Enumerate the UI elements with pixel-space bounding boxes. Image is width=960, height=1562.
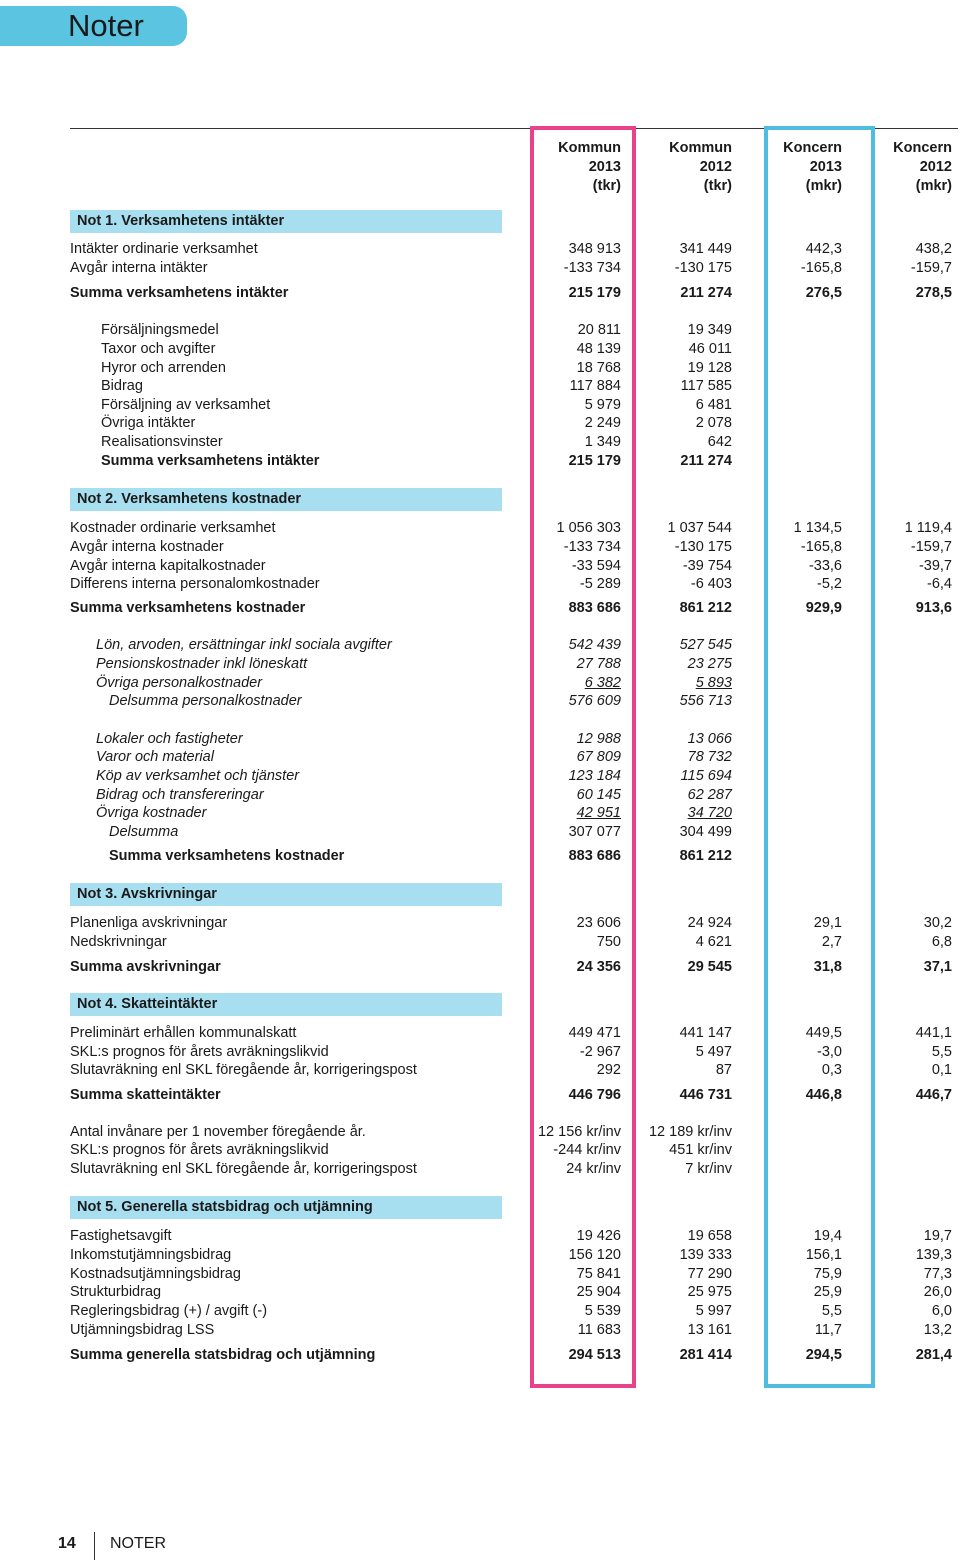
row-label: Summa verksamhetens kostnader (70, 600, 306, 616)
table-row (0, 804, 960, 823)
cell-value: 449 471 (568, 1025, 621, 1041)
row-label: Avgår interna kostnader (70, 539, 224, 555)
cell-value: 12 156 kr/inv (537, 1124, 621, 1140)
table-row (0, 538, 960, 557)
cell-value: -5,2 (817, 576, 842, 592)
cell-value: -133 734 (563, 539, 621, 555)
cell-value: -33,6 (808, 558, 842, 574)
cell-value: -165,8 (800, 260, 842, 276)
table-row (0, 1061, 960, 1080)
header-entity: Kommun (669, 140, 732, 156)
row-label: Intäkter ordinarie verksamhet (70, 241, 258, 257)
page-footer (0, 1532, 300, 1562)
table-row (0, 674, 960, 693)
cell-value: 34 720 (687, 805, 732, 821)
cell-value: 78 732 (687, 749, 732, 765)
cell-value: 348 913 (568, 241, 621, 257)
cell-value: 31,8 (813, 959, 842, 975)
cell-value: 446 731 (679, 1087, 732, 1103)
cell-value: 13,2 (923, 1322, 952, 1338)
cell-value: -2 967 (579, 1044, 621, 1060)
header-year: 2013 (588, 159, 621, 175)
cell-value: 0,1 (931, 1062, 952, 1078)
header-entity: Koncern (783, 140, 842, 156)
cell-value: 438,2 (915, 241, 952, 257)
cell-value: -39,7 (918, 558, 952, 574)
cell-value: 4 621 (695, 934, 732, 950)
cell-value: 6,0 (931, 1303, 952, 1319)
cell-value: 117 884 (569, 378, 621, 394)
table-row (0, 655, 960, 674)
cell-value: -5 289 (579, 576, 621, 592)
table-row (0, 519, 960, 538)
row-label: Realisationsvinster (101, 434, 223, 450)
header-entity: Kommun (558, 140, 621, 156)
cell-value: 12 988 (576, 731, 621, 747)
table-row (0, 1321, 960, 1340)
cell-value: 29 545 (687, 959, 732, 975)
cell-value: 42 951 (576, 805, 621, 821)
row-label: Bidrag och transfereringar (96, 787, 264, 803)
cell-value: 642 (707, 434, 732, 450)
cell-value: 5 893 (695, 675, 732, 691)
table-row (0, 359, 960, 378)
row-label: Köp av verksamhet och tjänster (96, 768, 300, 784)
table-row (0, 1160, 960, 1179)
cell-value: 527 545 (679, 637, 732, 653)
table-row (0, 1283, 960, 1302)
cell-value: -6,4 (927, 576, 952, 592)
row-label: Delsumma personalkostnader (109, 693, 302, 709)
cell-value: 25 975 (687, 1284, 732, 1300)
row-label: Summa verksamhetens intäkter (101, 453, 320, 469)
cell-value: 211 274 (680, 285, 732, 301)
cell-value: 913,6 (915, 600, 952, 616)
cell-value: 294 513 (568, 1347, 621, 1363)
cell-value: 60 145 (576, 787, 621, 803)
table-row (0, 433, 960, 452)
cell-value: 23 606 (576, 915, 621, 931)
row-label: Hyror och arrenden (101, 360, 226, 376)
cell-value: 25 904 (576, 1284, 621, 1300)
cell-value: 556 713 (679, 693, 732, 709)
cell-value: -244 kr/inv (553, 1142, 621, 1158)
cell-value: -3,0 (817, 1044, 842, 1060)
cell-value: -130 175 (674, 539, 732, 555)
row-label: Slutavräkning enl SKL föregående år, korrigeringspost (70, 1062, 417, 1078)
row-label: Summa verksamhetens kostnader (109, 848, 345, 864)
table-row (0, 786, 960, 805)
row-label: Pensionskostnader inkl löneskatt (96, 656, 308, 672)
section-title: Not 4. Skatteintäkter (77, 996, 218, 1012)
row-label: Taxor och avgifter (101, 341, 216, 357)
table-row (0, 933, 960, 952)
row-label: Lokaler och fastigheter (96, 731, 243, 747)
header-unit: (tkr) (592, 178, 621, 194)
cell-value: 25,9 (813, 1284, 842, 1300)
note-3-heading (70, 883, 502, 906)
cell-value: 750 (596, 934, 621, 950)
cell-value: 13 066 (687, 731, 732, 747)
table-row (0, 1043, 960, 1062)
cell-value: 19 658 (687, 1228, 732, 1244)
cell-value: 24 356 (576, 959, 621, 975)
cell-value: 5 497 (695, 1044, 732, 1060)
note-1-heading (70, 210, 502, 233)
table-row (0, 1141, 960, 1160)
row-label: Försäljningsmedel (101, 322, 219, 338)
table-row (0, 340, 960, 359)
footer-label: NOTER (110, 1535, 166, 1552)
title-banner (0, 6, 187, 46)
cell-value: 215 179 (568, 285, 621, 301)
cell-value: 929,9 (805, 600, 842, 616)
row-label: Planenliga avskrivningar (70, 915, 228, 931)
row-label: Övriga personalkostnader (96, 675, 263, 691)
cell-value: 0,3 (821, 1062, 842, 1078)
table-row (0, 377, 960, 396)
cell-value: 441 147 (679, 1025, 732, 1041)
cell-value: 304 499 (679, 824, 732, 840)
table-row (0, 240, 960, 259)
cell-value: 1 119,4 (904, 520, 952, 536)
cell-value: 19 128 (687, 360, 732, 376)
cell-value: 307 077 (568, 824, 621, 840)
row-label: Försäljning av verksamhet (101, 397, 271, 413)
section-title: Not 2. Verksamhetens kostnader (77, 491, 302, 507)
header-year: 2012 (919, 159, 952, 175)
cell-value: 27 788 (576, 656, 621, 672)
table-row (0, 730, 960, 749)
row-label: Strukturbidrag (70, 1284, 162, 1300)
row-label: Utjämningsbidrag LSS (70, 1322, 215, 1338)
cell-value: 281,4 (915, 1347, 952, 1363)
cell-value: 576 609 (568, 693, 621, 709)
cell-value: 1 349 (584, 434, 621, 450)
cell-value: -6 403 (690, 576, 732, 592)
table-row (0, 1123, 960, 1142)
section-title: Not 5. Generella statsbidrag och utjämning (77, 1199, 373, 1215)
table-row (0, 1246, 960, 1265)
cell-value: 156,1 (805, 1247, 842, 1263)
row-label: Avgår interna intäkter (70, 260, 208, 276)
row-label: Summa avskrivningar (70, 959, 221, 975)
table-row (0, 1227, 960, 1246)
cell-value: 117 585 (680, 378, 732, 394)
table-row (0, 599, 960, 618)
cell-value: 6 481 (695, 397, 732, 413)
cell-value: 156 120 (568, 1247, 621, 1263)
header-year: 2012 (699, 159, 732, 175)
row-label: Summa skatteintäkter (70, 1087, 221, 1103)
cell-value: 278,5 (915, 285, 952, 301)
header-unit: (tkr) (703, 178, 732, 194)
cell-value: 294,5 (805, 1347, 842, 1363)
cell-value: 2 249 (584, 415, 621, 431)
cell-value: -133 734 (563, 260, 621, 276)
table-row (0, 1086, 960, 1105)
cell-value: 139 333 (679, 1247, 732, 1263)
table-row (0, 914, 960, 933)
cell-value: 6 382 (584, 675, 621, 691)
row-label: Kostnader ordinarie verksamhet (70, 520, 276, 536)
cell-value: -159,7 (910, 539, 952, 555)
cell-value: 29,1 (813, 915, 842, 931)
cell-value: 19 426 (576, 1228, 621, 1244)
row-label: Preliminärt erhållen kommunalskatt (70, 1025, 297, 1041)
cell-value: 442,3 (805, 241, 842, 257)
header-entity: Koncern (893, 140, 952, 156)
cell-value: 5 539 (584, 1303, 621, 1319)
table-row (0, 767, 960, 786)
cell-value: 215 179 (568, 453, 621, 469)
table-row (0, 452, 960, 471)
cell-value: 861 212 (679, 848, 732, 864)
cell-value: 5 997 (695, 1303, 732, 1319)
cell-value: 12 189 kr/inv (648, 1124, 732, 1140)
cell-value: 24 kr/inv (566, 1161, 621, 1177)
table-row (0, 748, 960, 767)
cell-value: 441,1 (915, 1025, 952, 1041)
cell-value: -165,8 (800, 539, 842, 555)
cell-value: 139,3 (915, 1247, 952, 1263)
cell-value: 115 694 (680, 768, 732, 784)
cell-value: 341 449 (679, 241, 732, 257)
row-label: Inkomstutjämningsbidrag (70, 1247, 232, 1263)
row-label: Antal invånare per 1 november föregående år. (70, 1124, 366, 1140)
cell-value: 11,7 (814, 1322, 842, 1338)
cell-value: 883 686 (568, 848, 621, 864)
cell-value: 446 796 (568, 1087, 621, 1103)
cell-value: 7 kr/inv (685, 1161, 732, 1177)
cell-value: 19,4 (813, 1228, 842, 1244)
row-label: Summa generella statsbidrag och utjämning (70, 1347, 376, 1363)
cell-value: 62 287 (687, 787, 732, 803)
table-row (0, 847, 960, 866)
cell-value: 5,5 (931, 1044, 952, 1060)
row-label: Summa verksamhetens intäkter (70, 285, 289, 301)
cell-value: 449,5 (805, 1025, 842, 1041)
row-label: Nedskrivningar (70, 934, 167, 950)
row-label: Delsumma (109, 824, 179, 840)
cell-value: 542 439 (568, 637, 621, 653)
cell-value: 2,7 (821, 934, 842, 950)
cell-value: 2 078 (695, 415, 732, 431)
cell-value: 75 841 (576, 1266, 621, 1282)
cell-value: 46 011 (688, 341, 732, 357)
cell-value: -39 754 (682, 558, 732, 574)
header-koncern-2013 (732, 139, 842, 196)
row-label: Bidrag (101, 378, 143, 394)
cell-value: 11 683 (577, 1322, 621, 1338)
row-label: Lön, arvoden, ersättningar inkl sociala avgifter (96, 637, 392, 653)
table-row (0, 1265, 960, 1284)
cell-value: 1 134,5 (793, 520, 842, 536)
header-kommun-2013 (511, 139, 621, 196)
note-2-heading (70, 488, 502, 511)
cell-value: 5,5 (821, 1303, 842, 1319)
section-title: Not 1. Verksamhetens intäkter (77, 213, 285, 229)
table-row (0, 823, 960, 842)
cell-value: 6,8 (931, 934, 952, 950)
cell-value: 1 037 544 (667, 520, 732, 536)
table-row (0, 1024, 960, 1043)
cell-value: 123 184 (568, 768, 621, 784)
cell-value: 19,7 (923, 1228, 952, 1244)
table-row (0, 284, 960, 303)
note-4-heading (70, 993, 502, 1016)
cell-value: 24 924 (687, 915, 732, 931)
note-5-heading (70, 1196, 502, 1219)
cell-value: 30,2 (923, 915, 952, 931)
cell-value: 5 979 (584, 397, 621, 413)
cell-value: 281 414 (679, 1347, 732, 1363)
cell-value: 23 275 (687, 656, 732, 672)
table-row (0, 636, 960, 655)
cell-value: 446,7 (915, 1087, 952, 1103)
cell-value: 20 811 (577, 322, 621, 338)
header-koncern-2012 (842, 139, 952, 196)
table-row (0, 1346, 960, 1365)
row-label: Övriga intäkter (101, 415, 196, 431)
row-label: Avgår interna kapitalkostnader (70, 558, 266, 574)
cell-value: 1 056 303 (556, 520, 621, 536)
row-label: SKL:s prognos för årets avräkningslikvid (70, 1142, 329, 1158)
header-unit: (mkr) (915, 178, 952, 194)
cell-value: 19 349 (687, 322, 732, 338)
page-number: 14 (58, 1535, 76, 1552)
cell-value: 26,0 (923, 1284, 952, 1300)
cell-value: 451 kr/inv (669, 1142, 732, 1158)
cell-value: 77 290 (687, 1266, 732, 1282)
row-label: Slutavräkning enl SKL föregående år, korrigeringspost (70, 1161, 417, 1177)
table-row (0, 259, 960, 278)
header-year: 2013 (809, 159, 842, 175)
table-row (0, 396, 960, 415)
cell-value: -33 594 (571, 558, 621, 574)
row-label: Differens interna personalomkostnader (70, 576, 320, 592)
row-label: Övriga kostnader (96, 805, 207, 821)
table-row (0, 958, 960, 977)
footer-divider (94, 1532, 95, 1560)
cell-value: -130 175 (674, 260, 732, 276)
table-row (0, 321, 960, 340)
table-row (0, 414, 960, 433)
cell-value: 18 768 (576, 360, 621, 376)
table-row (0, 1302, 960, 1321)
cell-value: 13 161 (687, 1322, 732, 1338)
cell-value: 883 686 (568, 600, 621, 616)
cell-value: 37,1 (923, 959, 952, 975)
cell-value: 276,5 (805, 285, 842, 301)
cell-value: 48 139 (576, 341, 621, 357)
cell-value: 87 (715, 1062, 732, 1078)
page-title: Noter (68, 8, 144, 43)
cell-value: 75,9 (813, 1266, 842, 1282)
header-kommun-2012 (622, 139, 732, 196)
row-label: Varor och material (96, 749, 214, 765)
cell-value: -159,7 (910, 260, 952, 276)
row-label: SKL:s prognos för årets avräkningslikvid (70, 1044, 329, 1060)
cell-value: 77,3 (923, 1266, 952, 1282)
table-row (0, 692, 960, 711)
cell-value: 861 212 (679, 600, 732, 616)
cell-value: 67 809 (576, 749, 621, 765)
cell-value: 211 274 (680, 453, 732, 469)
header-unit: (mkr) (805, 178, 842, 194)
table-row (0, 557, 960, 576)
row-label: Fastighetsavgift (70, 1228, 172, 1244)
cell-value: 446,8 (805, 1087, 842, 1103)
table-row (0, 575, 960, 594)
row-label: Regleringsbidrag (+) / avgift (-) (70, 1303, 268, 1319)
row-label: Kostnadsutjämningsbidrag (70, 1266, 241, 1282)
section-title: Not 3. Avskrivningar (77, 886, 217, 902)
cell-value: 292 (596, 1062, 621, 1078)
